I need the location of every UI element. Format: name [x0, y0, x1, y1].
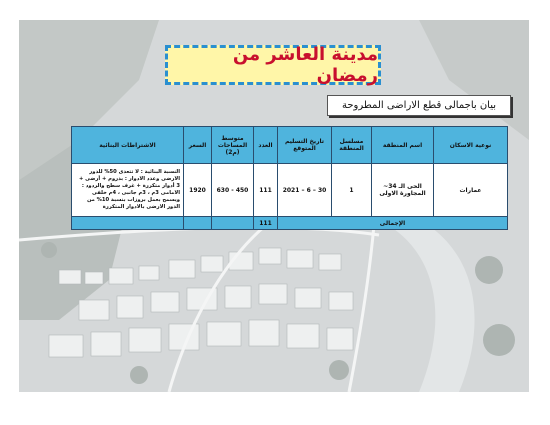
header-serial: مسلسل المنطقة [332, 127, 372, 164]
cell-count: 111 [254, 164, 278, 217]
header-housing-type: نوعية الاسكان [434, 127, 508, 164]
cell-total-empty-1 [212, 217, 254, 230]
slide [19, 20, 529, 392]
page-subtitle: بيان باجمالى قطع الاراضى المطروحة [341, 100, 497, 111]
cell-area-name: الحى الـ 34~ المجاورة الاولى [372, 164, 434, 217]
header-avg-area: متوسط المساحات (م2) [212, 127, 254, 164]
cell-housing-type: عمارات [434, 164, 508, 217]
land-plots-table [71, 126, 508, 230]
table-row [72, 164, 508, 217]
table-total-row [72, 217, 508, 230]
page-title: مدينة العاشر من رمضان [232, 44, 378, 86]
cell-total-empty-3 [72, 217, 184, 230]
cell-avg-area: 450 - 630 [212, 164, 254, 217]
cell-delivery-date: 30 – 6 – 2021 [278, 164, 332, 217]
cell-requirements: النسبة البنائية : لا تتعدى 50% للدور الارضى وعدد الادوار : بدروم + أرضى + 3 أدوار متكررة + غرف سطح والردود : الامامى 3م ، 3م جانبى ، 4م خلفى ويسمح بعمل بروزات بنسبة 10% من الدور الارضى بالادوار المتكررة [72, 164, 184, 217]
header-delivery-date: تاريخ التسليم المتوقع [278, 127, 332, 164]
header-area-name: اسم المنطقة [372, 127, 434, 164]
cell-total-empty-2 [184, 217, 212, 230]
header-price: السعر [184, 127, 212, 164]
cell-total-count: 111 [254, 217, 278, 230]
table-header-row [72, 127, 508, 164]
cell-price: 1920 [184, 164, 212, 217]
subtitle-box [327, 95, 511, 116]
title-banner [165, 45, 381, 85]
header-requirements: الاشتراطات البنائية [72, 127, 184, 164]
cell-serial: 1 [332, 164, 372, 217]
header-count: العدد [254, 127, 278, 164]
cell-total-label: الإجمالى [278, 217, 508, 230]
